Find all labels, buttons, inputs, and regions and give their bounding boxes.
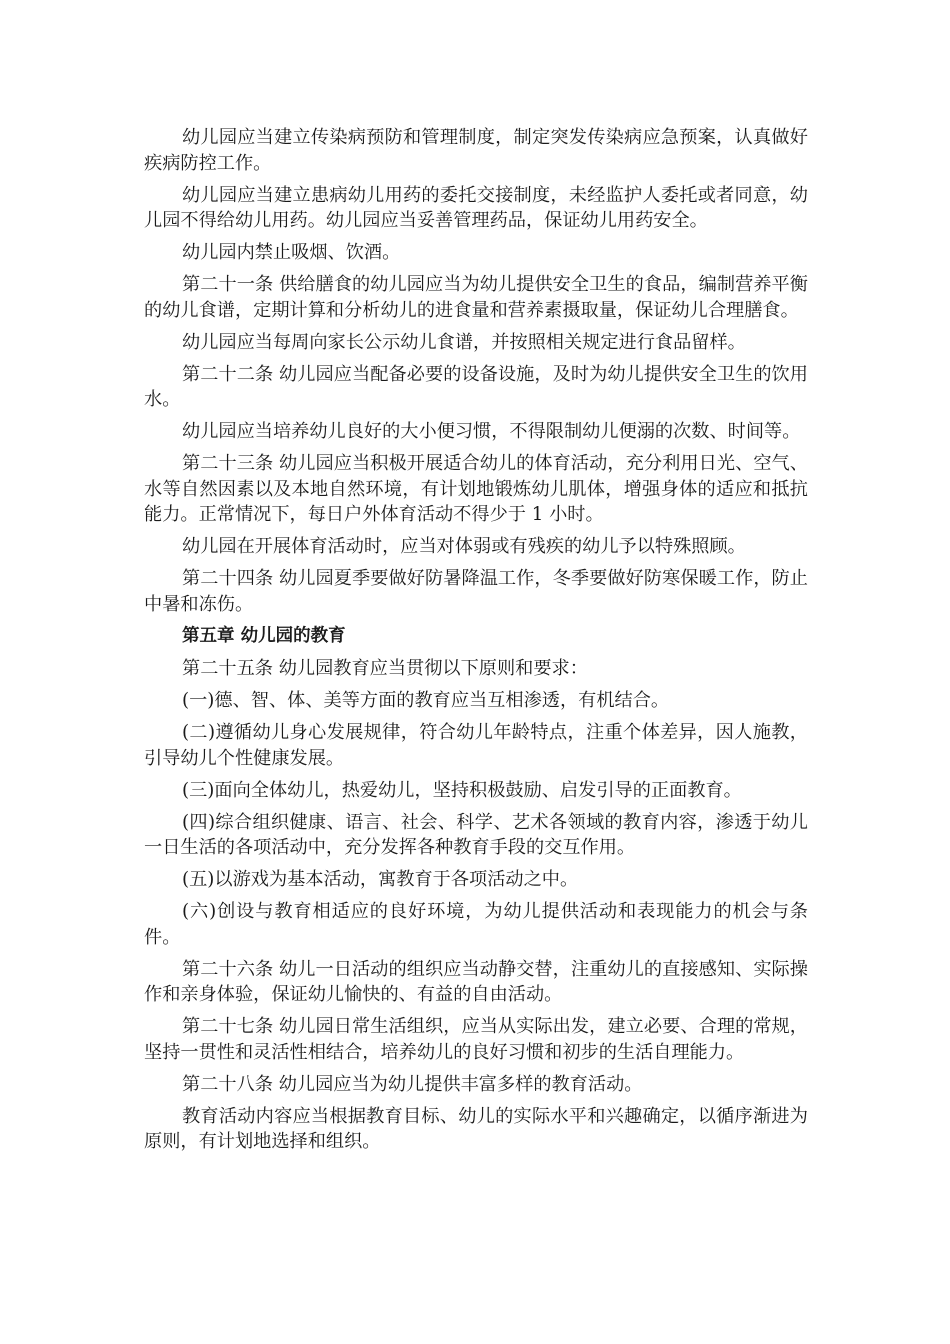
list-item: (三)面向全体幼儿，热爱幼儿，坚持积极鼓励、启发引导的正面教育。 bbox=[182, 779, 742, 801]
paragraph: 第二十五条 幼儿园教育应当贯彻以下原则和要求： bbox=[182, 658, 588, 679]
list-item: (一)德、智、体、美等方面的教育应当互相渗透，有机结合。 bbox=[182, 690, 670, 711]
paragraph: 第二十六条 幼儿一日活动的组织应当动静交替，注重幼儿的直接感知、实际操作和亲身体验，保证幼儿愉快的、有益的自由活动。 bbox=[144, 958, 808, 1005]
list-item: (六)创设与教育相适应的良好环境，为幼儿提供活动和表现能力的机会与条件。 bbox=[144, 901, 808, 948]
paragraph: 幼儿园应当每周向家长公示幼儿食谱，并按照相关规定进行食品留样。 bbox=[182, 331, 746, 353]
paragraph: 第二十八条 幼儿园应当为幼儿提供丰富多样的教育活动。 bbox=[182, 1073, 643, 1095]
paragraph: 第二十二条 幼儿园应当配备必要的设备设施，及时为幼儿提供安全卫生的饮用水。 bbox=[144, 363, 808, 410]
document-body bbox=[144, 125, 808, 1161]
paragraph: 幼儿园内禁止吸烟、饮酒。 bbox=[182, 242, 401, 263]
paragraph: 幼儿园应当建立传染病预防和管理制度，制定突发传染病应急预案，认真做好疾病防控工作。 bbox=[144, 127, 808, 174]
list-item: (二)遵循幼儿身心发展规律，符合幼儿年龄特点，注重个体差异，因人施教，引导幼儿个性健康发展。 bbox=[144, 722, 808, 769]
paragraph: 幼儿园应当培养幼儿良好的大小便习惯，不得限制幼儿便溺的次数、时间等。 bbox=[182, 421, 801, 442]
paragraph: 第二十七条 幼儿园日常生活组织，应当从实际出发，建立必要、合理的常规，坚持一贯性和灵活性相结合，培养幼儿的良好习惯和初步的生活自理能力。 bbox=[144, 1016, 808, 1063]
paragraph: 第二十三条 幼儿园应当积极开展适合幼儿的体育活动，充分利用日光、空气、水等自然因素以及本地自然环境，有计划地锻炼幼儿肌体，增强身体的适应和抵抗能力。正常情况下，每日户外体育活动不得少于 1 小时。 bbox=[144, 453, 808, 525]
paragraph: 第二十一条 供给膳食的幼儿园应当为幼儿提供安全卫生的食品，编制营养平衡的幼儿食谱，定期计算和分析幼儿的进食量和营养素摄取量，保证幼儿合理膳食。 bbox=[144, 274, 808, 321]
chapter-heading: 第五章 幼儿园的教育 bbox=[182, 625, 346, 646]
paragraph: 第二十四条 幼儿园夏季要做好防暑降温工作，冬季要做好防寒保暖工作，防止中暑和冻伤。 bbox=[144, 568, 808, 615]
paragraph: 幼儿园在开展体育活动时，应当对体弱或有残疾的幼儿予以特殊照顾。 bbox=[182, 536, 746, 557]
paragraph: 教育活动内容应当根据教育目标、幼儿的实际水平和兴趣确定，以循序渐进为原则，有计划地选择和组织。 bbox=[144, 1105, 808, 1152]
list-item: (四)综合组织健康、语言、社会、科学、艺术各领域的教育内容，渗透于幼儿一日生活的各项活动中，充分发挥各种教育手段的交互作用。 bbox=[144, 811, 808, 858]
paragraph: 幼儿园应当建立患病幼儿用药的委托交接制度，未经监护人委托或者同意，幼儿园不得给幼儿用药。幼儿园应当妥善管理药品，保证幼儿用药安全。 bbox=[144, 184, 808, 231]
list-item: (五)以游戏为基本活动，寓教育于各项活动之中。 bbox=[182, 869, 579, 890]
